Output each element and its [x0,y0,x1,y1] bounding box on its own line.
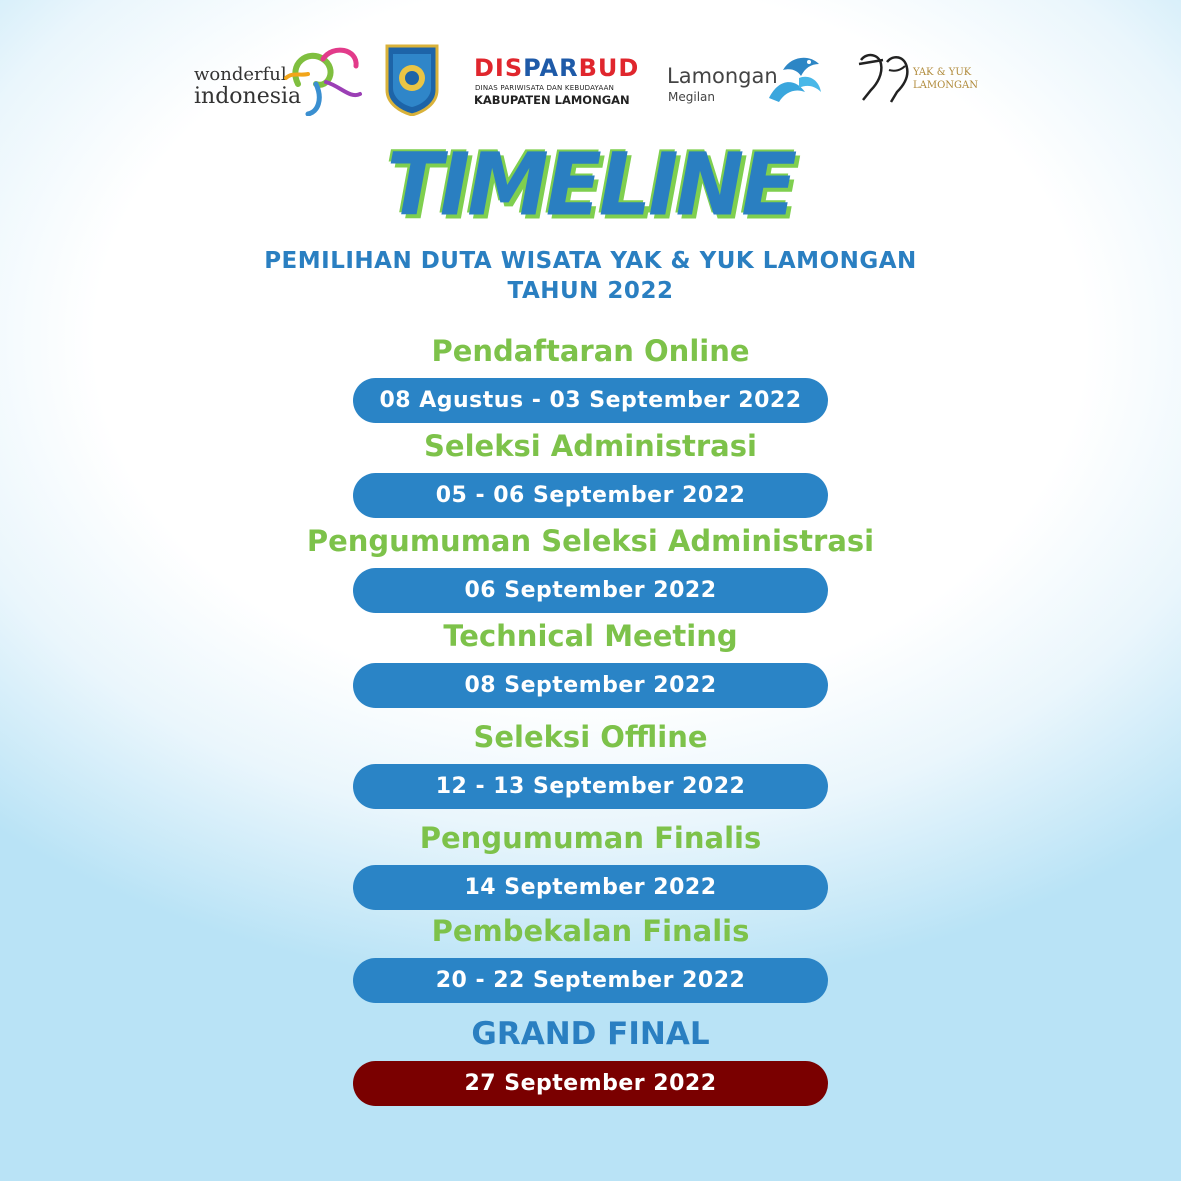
grand-final-date: 27 September 2022 [353,1061,828,1106]
couple-silhouette-icon [853,50,913,106]
grand-final-label: GRAND FINAL [471,1016,710,1052]
subtitle-line1: PEMILIHAN DUTA WISATA YAK & YUK LAMONGAN [264,248,917,274]
megilan-text: Megilan [668,90,715,104]
event-date-pengumuman-administrasi: 06 September 2022 [353,568,828,613]
event-date-pengumuman-finalis: 14 September 2022 [353,865,828,910]
event-label-seleksi-offline: Seleksi Offline [473,720,708,754]
subtitle-line2: TAHUN 2022 [507,278,674,304]
event-label-seleksi-administrasi: Seleksi Administrasi [424,429,757,463]
event-label-pembekalan-finalis: Pembekalan Finalis [431,914,750,948]
lamongan-text: Lamongan [667,64,778,88]
crest-icon [383,40,441,116]
event-date-pembekalan-finalis: 20 - 22 September 2022 [353,958,828,1003]
wonderful-text: wonderful [194,64,287,85]
lamongan-crest-logo [383,40,441,120]
disparbud-wordmark: DISPARBUD [474,54,640,82]
disparbud-logo [474,40,640,120]
event-label-pengumuman-administrasi: Pengumuman Seleksi Administrasi [306,524,875,558]
event-date-pendaftaran: 08 Agustus - 03 September 2022 [353,378,828,423]
event-label-pendaftaran: Pendaftaran Online [431,334,750,368]
event-date-seleksi-administrasi: 05 - 06 September 2022 [353,473,828,518]
event-date-technical-meeting: 08 September 2022 [353,663,828,708]
event-label-pengumuman-finalis: Pengumuman Finalis [419,821,762,855]
yak-yuk-lamongan-text: LAMONGAN [913,80,979,91]
fish-wave-icon [765,48,825,108]
timeline-title: TIMELINE [386,135,795,236]
logo-bar [0,40,1181,120]
disparbud-subtitle: DINAS PARIWISATA DAN KEBUDAYAAN [475,84,615,92]
indonesia-text: indonesia [194,84,302,109]
yak-yuk-lamongan-logo [853,40,983,120]
yak-yuk-text: YAK & YUK [913,67,972,78]
event-date-seleksi-offline: 12 - 13 September 2022 [353,764,828,809]
lamongan-megilan-logo [667,40,827,120]
disparbud-kabupaten: KABUPATEN LAMONGAN [474,93,630,107]
wonderful-indonesia-logo [192,40,372,120]
wonderful-indonesia-swirl-icon [278,44,368,116]
event-label-technical-meeting: Technical Meeting [443,619,738,653]
